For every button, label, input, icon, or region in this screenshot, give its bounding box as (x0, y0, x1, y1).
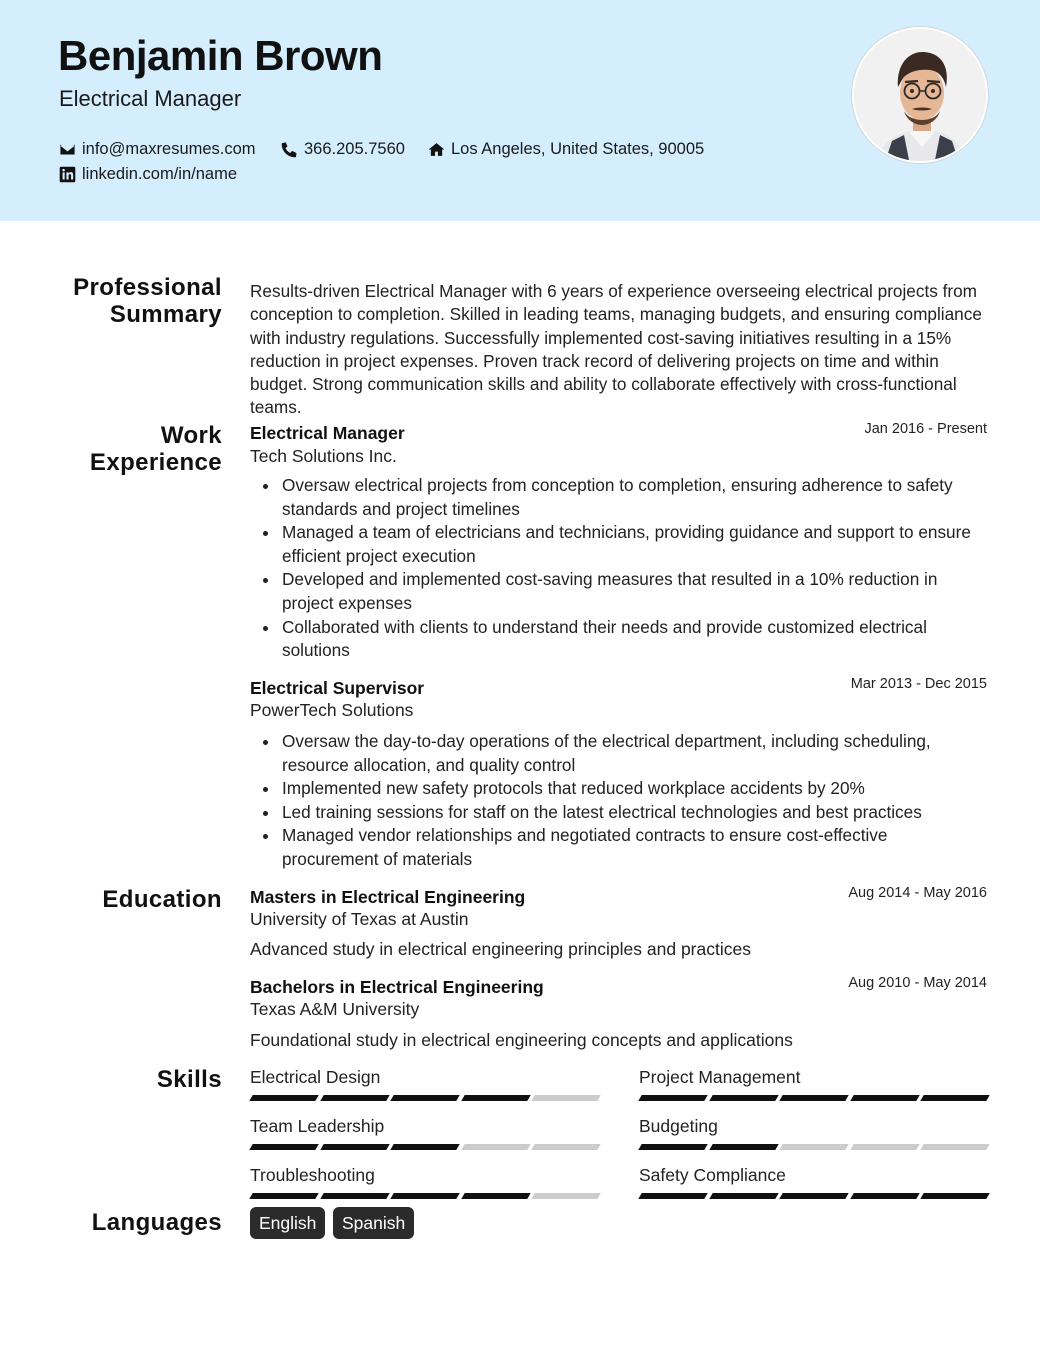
skill-segment-empty (921, 1144, 990, 1150)
skill-level-bar (251, 1095, 599, 1101)
skill-name: Budgeting (639, 1116, 718, 1136)
section-title-summary (73, 274, 222, 328)
list-item: Implemented new safety protocols that reduced workplace accidents by 20% (282, 777, 982, 801)
list-item: Oversaw the day-to-day operations of the electrical department, including scheduling, resource allocation, and quality control (282, 730, 982, 777)
contact-email[interactable] (59, 140, 256, 159)
skill-segment-filled (320, 1095, 389, 1101)
skill-segment-filled (638, 1144, 707, 1150)
home-icon (428, 141, 445, 158)
contact-phone[interactable] (281, 140, 405, 159)
school-name: Texas A&M University (250, 999, 420, 1019)
education-dates: Aug 2014 - May 2016 (848, 885, 987, 901)
email-text: info@maxresumes.com (82, 140, 256, 158)
skill-segment-filled (390, 1144, 459, 1150)
list-item: Developed and implemented cost-saving measures that resulted in a 10% reduction in project expenses (282, 568, 982, 615)
skill-segment-empty (532, 1095, 601, 1101)
skill-segment-empty (532, 1193, 601, 1199)
skill-segment-filled (850, 1095, 919, 1101)
skill-name: Project Management (639, 1067, 801, 1087)
skill-level-bar (251, 1193, 599, 1199)
job-title: Electrical Supervisor (250, 678, 425, 698)
section-title-work-line1: Work (160, 422, 222, 449)
education-dates: Aug 2010 - May 2014 (848, 975, 987, 991)
section-title-education: Education (102, 886, 222, 913)
degree-title: Masters in Electrical Engineering (250, 887, 526, 907)
job-title: Electrical Manager (250, 423, 405, 443)
section-title-summary-line1: Professional (73, 274, 222, 301)
education-description: Advanced study in electrical engineering principles and practices (250, 939, 751, 959)
phone-text: 366.205.7560 (304, 140, 405, 158)
skill-segment-filled (320, 1144, 389, 1150)
skill-segment-filled (390, 1095, 459, 1101)
candidate-role: Electrical Manager (59, 86, 242, 111)
skill-segment-filled (779, 1193, 848, 1199)
summary-text: Results-driven Electrical Manager with 6 years of experience overseeing electrical projects from conception to completion. Skilled in leading teams, managing budgets, and ensuring compliance with industry regulations. Successfully implemented cost-saving initiatives resulting in a 15% reduction in project expenses. Proven track record of delivering projects on time and within budget. Strong communication skills and ability to collaborate effectively with cross-functional teams. (250, 281, 982, 418)
avatar (852, 27, 988, 163)
linkedin-icon (59, 166, 76, 183)
skill-segment-filled (461, 1095, 530, 1101)
job-company: PowerTech Solutions (250, 700, 414, 720)
skill-segment-filled (709, 1193, 778, 1199)
skill-segment-filled (709, 1095, 778, 1101)
language-tag-spanish: Spanish (333, 1207, 414, 1239)
degree-title: Bachelors in Electrical Engineering (250, 977, 544, 997)
linkedin-text: linkedin.com/in/name (82, 165, 237, 183)
section-title-work (90, 422, 222, 476)
skill-name: Troubleshooting (250, 1165, 375, 1185)
job-dates: Jan 2016 - Present (864, 421, 987, 437)
job-bullets (282, 730, 982, 872)
header-banner (0, 0, 1040, 221)
section-title-work-line2: Experience (89, 449, 222, 476)
skill-segment-filled (249, 1095, 318, 1101)
skill-segment-filled (709, 1144, 778, 1150)
skill-level-bar (251, 1144, 599, 1150)
school-name: University of Texas at Austin (250, 909, 469, 929)
job-bullets (282, 474, 982, 663)
list-item: Managed vendor relationships and negotiated contracts to ensure cost-effective procurement of materials (282, 824, 982, 871)
contact-location (428, 140, 704, 159)
skill-segment-filled (850, 1193, 919, 1199)
skill-name: Safety Compliance (639, 1165, 786, 1185)
contact-linkedin[interactable] (59, 165, 237, 184)
list-item: Led training sessions for staff on the latest electrical technologies and best practices (282, 801, 982, 825)
section-title-summary-line2: Summary (109, 301, 222, 328)
section-title-skills: Skills (156, 1066, 222, 1093)
skill-name: Team Leadership (250, 1116, 385, 1136)
candidate-name: Benjamin Brown (58, 32, 383, 79)
list-item: Collaborated with clients to understand their needs and provide customized electrical solutions (282, 616, 982, 663)
list-item: Oversaw electrical projects from conception to completion, ensuring adherence to safety standards and project timelines (282, 474, 982, 521)
skill-segment-filled (461, 1193, 530, 1199)
section-title-languages: Languages (91, 1209, 222, 1236)
skill-segment-filled (638, 1193, 707, 1199)
skill-segment-filled (921, 1193, 990, 1199)
skill-segment-filled (390, 1193, 459, 1199)
skill-segment-empty (461, 1144, 530, 1150)
profile-photo (854, 29, 988, 163)
skill-segment-filled (249, 1193, 318, 1199)
skill-segment-filled (249, 1144, 318, 1150)
skill-segment-empty (850, 1144, 919, 1150)
phone-icon (281, 141, 298, 158)
skill-segment-empty (532, 1144, 601, 1150)
job-company: Tech Solutions Inc. (250, 446, 397, 466)
skill-level-bar (640, 1144, 988, 1150)
skill-segment-filled (320, 1193, 389, 1199)
location-text: Los Angeles, United States, 90005 (451, 140, 705, 158)
envelope-icon (59, 141, 76, 158)
job-dates: Mar 2013 - Dec 2015 (850, 676, 987, 692)
skill-level-bar (640, 1095, 988, 1101)
skill-segment-filled (921, 1095, 990, 1101)
skill-segment-filled (638, 1095, 707, 1101)
skill-segment-filled (779, 1095, 848, 1101)
education-description: Foundational study in electrical engineering concepts and applications (250, 1030, 793, 1050)
skill-level-bar (640, 1193, 988, 1199)
skill-name: Electrical Design (250, 1067, 381, 1087)
skill-segment-empty (779, 1144, 848, 1150)
list-item: Managed a team of electricians and technicians, providing guidance and support to ensure efficient project execution (282, 521, 982, 568)
language-tag-english: English (250, 1207, 325, 1239)
